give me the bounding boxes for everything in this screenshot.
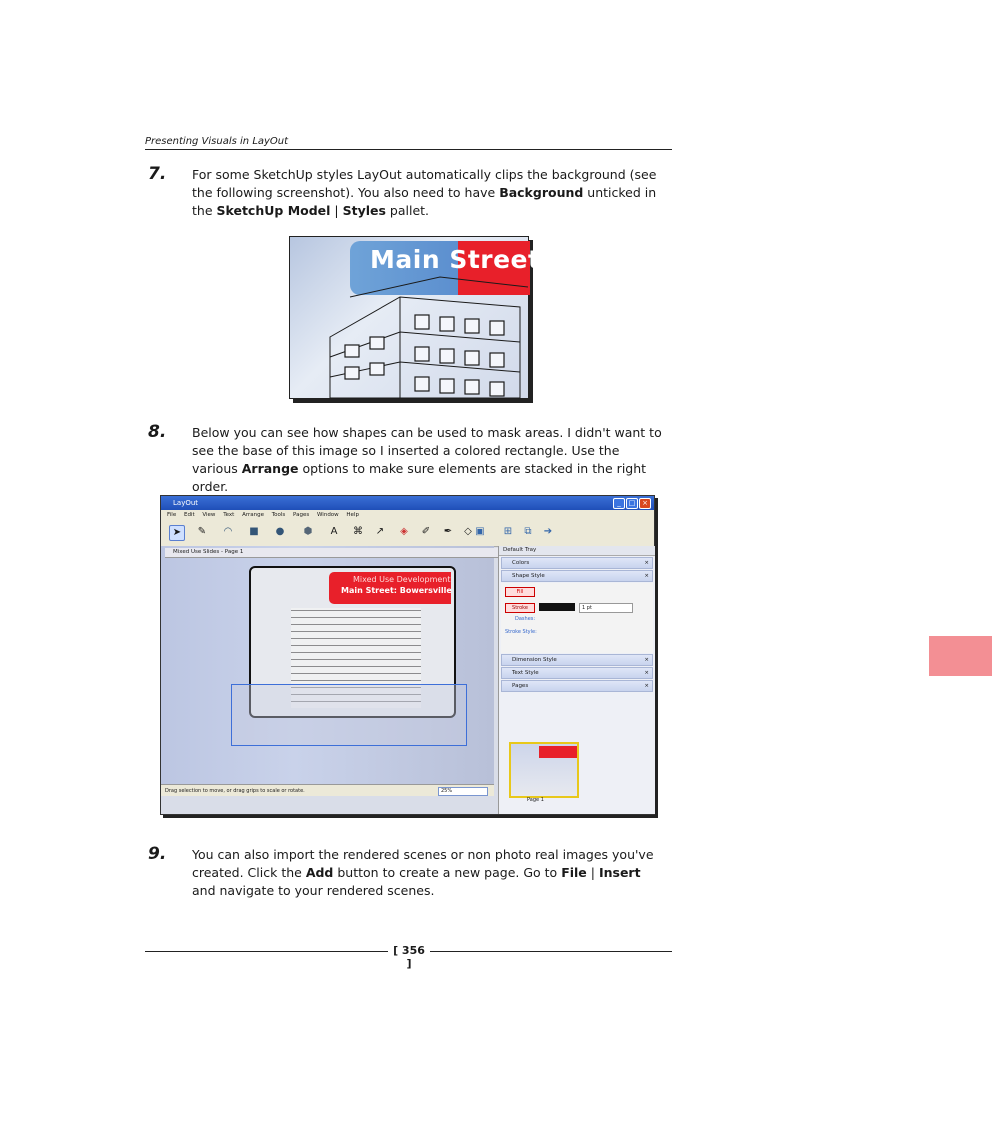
stroke-width-select[interactable]: 1 pt: [579, 603, 633, 613]
select-arrow-icon[interactable]: ➤: [169, 525, 185, 541]
window-controls: [612, 498, 651, 509]
menu-view[interactable]: View: [202, 512, 216, 518]
step-7: [148, 166, 673, 220]
tray-title: Default Tray: [499, 546, 655, 556]
menu-tools[interactable]: Tools: [271, 512, 286, 518]
close-icon[interactable]: ×: [639, 498, 651, 509]
arc-icon[interactable]: ◠: [223, 526, 233, 537]
text-tool-icon[interactable]: A: [330, 526, 338, 537]
step-text: For some SketchUp styles LayOut automatically clips the background (see the following screenshot). You also need to have Background unticked in the SketchUp Model | Styles pallet.: [192, 167, 657, 218]
eyedropper-icon[interactable]: ✐: [421, 526, 431, 537]
minimize-icon[interactable]: _: [613, 498, 625, 509]
close-icon[interactable]: ×: [644, 683, 649, 689]
label-icon[interactable]: ⌘: [353, 526, 363, 537]
red-overlay: [929, 636, 992, 676]
window-title: LayOut: [173, 499, 199, 507]
zoom-select[interactable]: 25%: [438, 787, 488, 796]
menu-help[interactable]: Help: [346, 512, 359, 518]
page-number: [ 356 ]: [393, 944, 425, 970]
circle-icon[interactable]: ●: [275, 526, 285, 537]
stroke-style-label: Stroke Style:: [505, 629, 537, 635]
page-footer: [145, 944, 672, 970]
default-tray: [498, 546, 655, 814]
step-text: Below you can see how shapes can be used to mask areas. I didn't want to see the base of this image so I inserted a colored rectangle. Use the various Arrange options to make sure elements are stacked in the right order.: [192, 425, 662, 494]
close-icon[interactable]: ×: [644, 657, 649, 663]
pencil-icon[interactable]: ✎: [197, 526, 207, 537]
tray-section-colors[interactable]: Colors ×: [501, 557, 653, 569]
step-number: 9.: [148, 844, 167, 864]
tray-section-dimension-style[interactable]: Dimension Style ×: [501, 654, 653, 666]
dimension-icon[interactable]: ↗: [375, 526, 385, 537]
status-text: Drag selection to move, or drag grips to scale or rotate.: [165, 788, 305, 794]
mask-rectangle[interactable]: [231, 684, 467, 746]
document-area[interactable]: [161, 546, 494, 796]
building-sketch: [290, 237, 528, 398]
style-icon[interactable]: ◇: [464, 526, 472, 537]
polygon-icon[interactable]: ⬢: [303, 526, 313, 537]
screenshot-main-street-clipped: [289, 236, 580, 399]
presentation-icon[interactable]: ▣: [475, 526, 485, 537]
close-icon[interactable]: ×: [644, 670, 649, 676]
footer-rule-right: [430, 951, 672, 952]
document-tab[interactable]: Mixed Use Slides - Page 1: [165, 548, 499, 558]
running-header: Presenting Visuals in LayOut: [145, 136, 672, 150]
page-thumbnail[interactable]: [509, 742, 579, 798]
step-text: You can also import the rendered scenes or non photo real images you've created. Click the Add button to create a new page. Go to File | Insert and navigate to your rendered scenes.: [192, 847, 654, 898]
eraser-icon[interactable]: ◈: [400, 526, 408, 537]
tray-section-shape-style[interactable]: Shape Style ×: [501, 570, 653, 582]
close-icon[interactable]: ×: [644, 573, 649, 579]
page-thumbnail-label: Page 1: [527, 797, 544, 803]
menu-window[interactable]: Window: [316, 512, 339, 518]
card-title: Main Street: Bowersville: [341, 586, 452, 595]
title-bar: [161, 496, 654, 510]
stroke-button[interactable]: Stroke: [505, 603, 535, 613]
toolbar: [161, 520, 654, 547]
dashes-label: Dashes:: [515, 616, 536, 622]
add-page-icon[interactable]: ⊞: [503, 526, 513, 537]
footer-rule-left: [145, 951, 388, 952]
menu-text[interactable]: Text: [223, 512, 235, 518]
menu-edit[interactable]: Edit: [183, 512, 195, 518]
duplicate-page-icon[interactable]: ⧉: [524, 526, 532, 537]
step-number: 8.: [148, 422, 167, 442]
paint-icon[interactable]: ✒: [443, 526, 453, 537]
fill-button[interactable]: Fill: [505, 587, 535, 597]
maximize-icon[interactable]: □: [626, 498, 638, 509]
close-icon[interactable]: ×: [644, 560, 649, 566]
menu-bar: [161, 510, 654, 520]
menu-pages[interactable]: Pages: [293, 512, 310, 518]
step-number: 7.: [148, 164, 167, 184]
menu-arrange[interactable]: Arrange: [242, 512, 264, 518]
tray-section-text-style[interactable]: Text Style ×: [501, 667, 653, 679]
shape-style-panel: [501, 583, 653, 653]
stroke-color-swatch[interactable]: [539, 603, 575, 611]
rectangle-icon[interactable]: ■: [249, 526, 259, 537]
tray-section-pages[interactable]: Pages ×: [501, 680, 653, 692]
menu-file[interactable]: File: [167, 512, 177, 518]
status-bar: [161, 784, 494, 796]
next-page-icon[interactable]: ➔: [543, 526, 553, 537]
card-subtitle: Mixed Use Development: [353, 575, 451, 584]
banner-title: Main Street: B: [370, 245, 580, 274]
step-8: [148, 424, 673, 496]
screenshot-layout-window: [160, 495, 655, 815]
thumb-banner: [539, 746, 577, 758]
step-9: [148, 846, 673, 900]
